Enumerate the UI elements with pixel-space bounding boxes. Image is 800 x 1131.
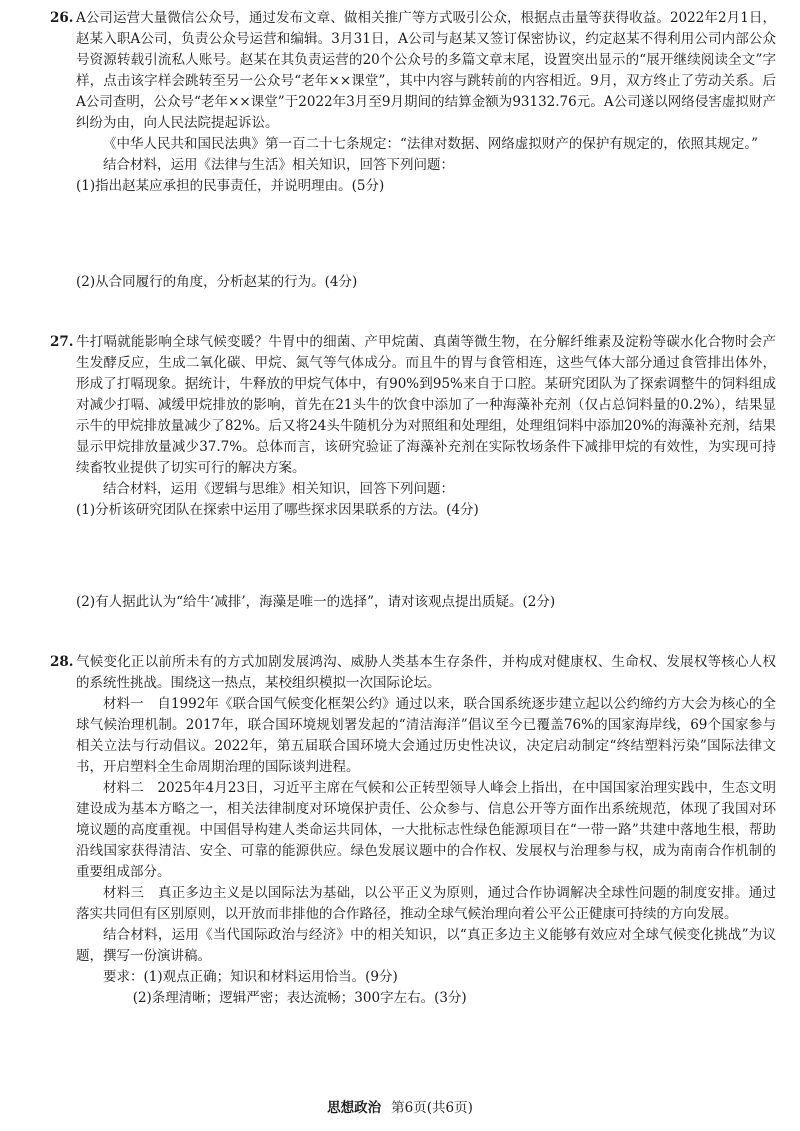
- q28-instruction: 结合材料，运用《当代国际政治与经济》中的相关知识，以“真正多边主义能够有效应对全球气候变化挑战”为议题，撰写一份演讲稿。: [76, 927, 776, 964]
- footer-subject: 思想政治: [327, 1100, 382, 1116]
- q26-sub2: (2)从合同履行的角度，分析赵某的行为。(4分): [76, 274, 358, 290]
- q27-sub1: (1)分析该研究团队在探索中运用了哪些探求因果联系的方法。(4分): [76, 502, 479, 518]
- q28-material-2: 材料二 2025年4月23日，习近平主席在气候和公正转型领导人峰会上指出，在中国国家治理实践中，生态文明建设成为基本方略之一，相关法律制度对环境保护责任、公众参与、信息公开等方面作出系统规范，体现了我国对环境议题的高度重视。中国倡导构建人类命运共同体，一大批标志性绿色能源项目在“一带一路”共建中落地生根，帮助沿线国家获得清洁、安全、可靠的能源供应。绿色发展议题中的合作权、发展权与治理参与权，成为南南合作机制的重要组成部分。: [76, 780, 776, 880]
- q27-sub2: (2)有人据此认为“给牛‘减排’，海藻是唯一的选择”，请对该观点提出质疑。(2分): [76, 594, 556, 610]
- q26-sub1: (1)指出赵某应承担的民事责任，并说明理由。(5分): [76, 178, 385, 194]
- q28-requirement-2: (2)条理清晰；逻辑严密；表达流畅；300字左右。(3分): [132, 990, 467, 1006]
- q26-para1: A公司运营大量微信公众号，通过发布文章、做相关推广等方式吸引公众，根据点击量等获得收益。2022年2月1日，赵某入职A公司，负责公众号运营和编辑。3月31日，A公司与赵某又签订保密协议，约定赵某不得利用公司内部公众号资源转载引流私人账号。赵某在其负责运营的20个公众号的多篇文章末尾，设置突出显示的“展开继续阅读全文”字样，点击该字样会跳转至另一公众号“老年××课堂”，其中内容与跳转前的内容相近。9月，双方终止了劳动关系。后A公司查明，公众号“老年××课堂”于2022年3月至9月期间的结算金额为93132.76元。A公司遂以网络侵害虚拟财产纠纷为由，向人民法院提起诉讼。: [76, 10, 776, 131]
- q28-material: [76, 652, 776, 1009]
- q26-material: [76, 8, 776, 197]
- q27-number: 27.: [50, 334, 74, 350]
- q26-para2: 《中华人民共和国民法典》第一百二十七条规定：“法律对数据、网络虚拟财产的保护有规定的，依照其规定。”: [103, 136, 759, 152]
- q28-requirement-1: 要求：(1)观点正确；知识和材料运用恰当。(9分): [103, 969, 398, 985]
- q27-instruction: 结合材料，运用《逻辑与思维》相关知识，回答下列问题：: [103, 481, 454, 497]
- footer-page-number: 第6页(共6页): [391, 1100, 473, 1116]
- q26-instruction: 结合材料，运用《法律与生活》相关知识，回答下列问题：: [103, 157, 454, 173]
- q26-number: 26.: [50, 10, 74, 26]
- q28-intro: 气候变化正以前所未有的方式加剧发展鸿沟、威胁人类基本生存条件，并构成对健康权、生命权、发展权等核心人权的系统性挑战。围绕这一热点，某校组织模拟一次国际论坛。: [76, 654, 776, 691]
- q27-material: [76, 332, 776, 521]
- q28-number: 28.: [50, 654, 74, 670]
- page-footer: [0, 1098, 800, 1118]
- q28-material-3: 材料三 真正多边主义是以国际法为基础，以公平正义为原则，通过合作协调解决全球性问题的制度安排。通过落实共同但有区别原则，以开放而非排他的合作路径，推动全球气候治理向着公平公正健康可持续的方向发展。: [76, 885, 776, 922]
- q27-para1: 牛打嗝就能影响全球气候变暖？牛胃中的细菌、产甲烷菌、真菌等微生物，在分解纤维素及淀粉等碳水化合物时会产生发酵反应，生成二氧化碳、甲烷、氮气等气体成分。而且牛的胃与食管相连，这些气体大部分通过食管排出体外，形成了打嗝现象。据统计，牛释放的甲烷气体中，有90%到95%来自于口腔。某研究团队为了探索调整牛的饲料组成对减少打嗝、减缓甲烷排放的影响，首先在21头牛的饮食中添加了一种海藻补充剂（仅占总饲料量的0.2%），结果显示牛的甲烷排放量减少了82%。后又将24头牛随机分为对照组和处理组，处理组饲料中添加20%的海藻补充剂，结果显示甲烷排放量减少37.7%。总体而言，该研究验证了海藻补充剂在实际牧场条件下减排甲烷的有效性，为实现可持续畜牧业提供了切实可行的解决方案。: [76, 334, 776, 476]
- q28-material-1: 材料一 自1992年《联合国气候变化框架公约》通过以来，联合国系统逐步建立起以公约缔约方大会为核心的全球气候治理机制。2017年，联合国环境规划署发起的“清洁海洋”倡议至今已覆盖76%的国家海岸线，69个国家参与相关立法与行动倡议。2022年，第五届联合国环境大会通过历史性决议，决定启动制定“终结塑料污染”国际法律文书，开启塑料全生命周期治理的国际谈判进程。: [76, 696, 776, 775]
